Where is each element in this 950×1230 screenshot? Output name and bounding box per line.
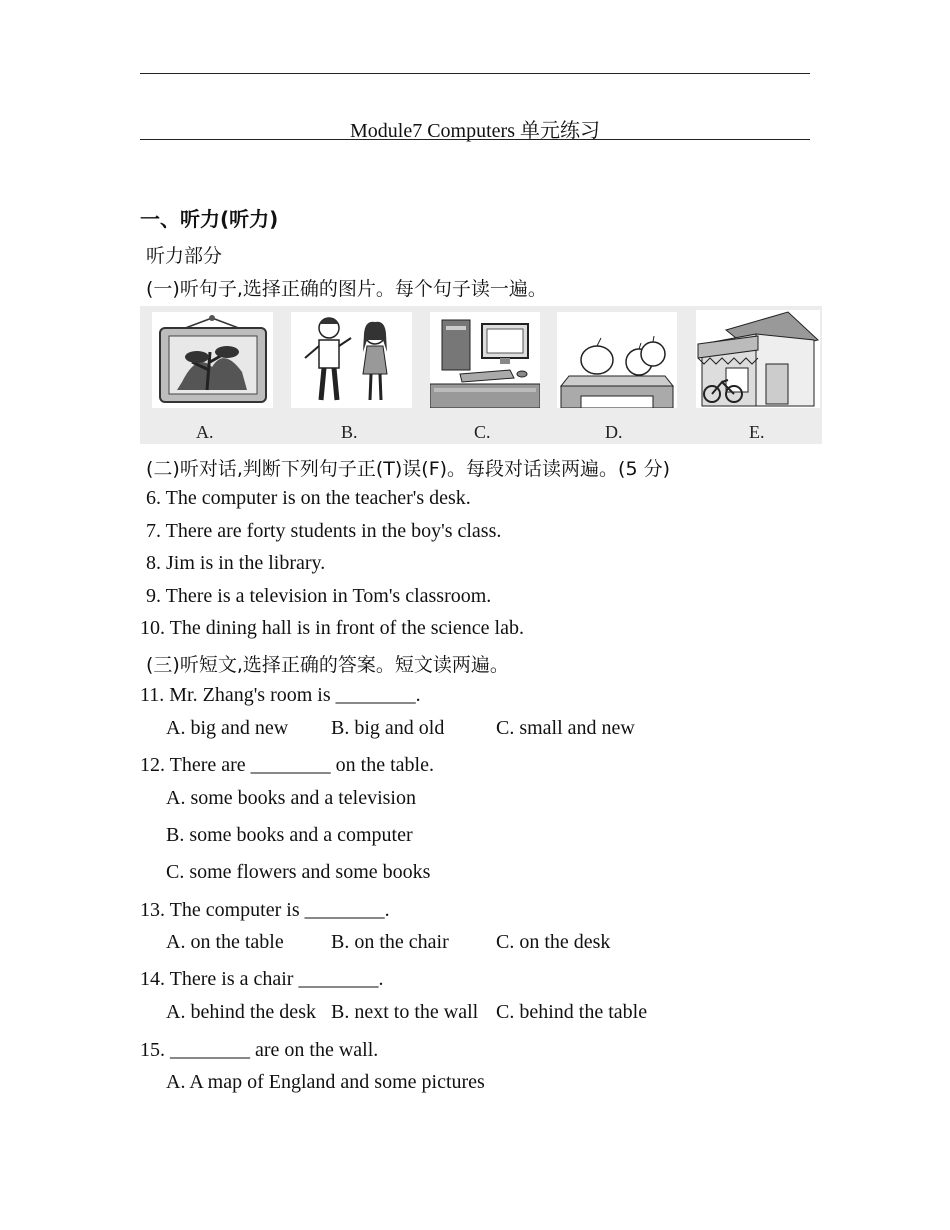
q15-option-a: A. A map of England and some pictures (166, 1071, 485, 1093)
picture-label-a: A. (196, 422, 214, 442)
statement-10: 10. The dining hall is in front of the science lab. (140, 617, 524, 639)
fruit-on-table-icon (557, 312, 677, 408)
part-label: 听力部分 (146, 245, 223, 267)
q11-option-a: A. big and new (166, 717, 289, 739)
statement-9: 9. There is a television in Tom's classroom. (146, 585, 492, 607)
q11-option-c: C. small and new (496, 717, 635, 739)
part3-instruction: (三)听短文,选择正确的答案。短文读两遍。 (146, 654, 509, 676)
part1-instruction: (一)听句子,选择正确的图片。每个句子读一遍。 (146, 278, 547, 300)
q14-option-c: C. behind the table (496, 1001, 648, 1023)
q13-option-a: A. on the table (166, 931, 284, 953)
question-14: 14. There is a chair ________. (140, 968, 384, 990)
question-13: 13. The computer is ________. (140, 899, 390, 921)
question-11: 11. Mr. Zhang's room is ________. (140, 684, 421, 706)
q12-option-a: A. some books and a television (166, 787, 416, 809)
title-underline (140, 139, 810, 140)
q13-option-b: B. on the chair (331, 931, 449, 953)
q12-option-c: C. some flowers and some books (166, 861, 431, 883)
picture-label-e: E. (749, 422, 765, 442)
picture-label-c: C. (474, 422, 491, 442)
question-15: 15. ________ are on the wall. (140, 1039, 379, 1061)
q14-option-a: A. behind the desk (166, 1001, 316, 1023)
boy-and-girl-icon (291, 312, 412, 408)
shop-with-bike-icon (696, 310, 820, 408)
question-12: 12. There are ________ on the table. (140, 754, 434, 776)
framed-painting-icon (152, 312, 273, 408)
computer-desk-icon (430, 312, 540, 408)
picture-label-d: D. (605, 422, 623, 442)
statement-6: 6. The computer is on the teacher's desk. (146, 487, 471, 509)
picture-strip (140, 306, 822, 444)
q11-option-b: B. big and old (331, 717, 445, 739)
page-title: Module7 Computers 单元练习 (350, 120, 600, 142)
statement-8: 8. Jim is in the library. (146, 552, 326, 574)
picture-label-b: B. (341, 422, 358, 442)
q13-option-c: C. on the desk (496, 931, 611, 953)
q12-option-b: B. some books and a computer (166, 824, 413, 846)
top-rule (140, 73, 810, 74)
q14-option-b: B. next to the wall (331, 1001, 479, 1023)
section-heading: 一、听力(听力) (140, 207, 279, 231)
part2-instruction: (二)听对话,判断下列句子正(T)误(F)。每段对话读两遍。(5 分) (146, 458, 671, 480)
statement-7: 7. There are forty students in the boy's class. (146, 520, 502, 542)
